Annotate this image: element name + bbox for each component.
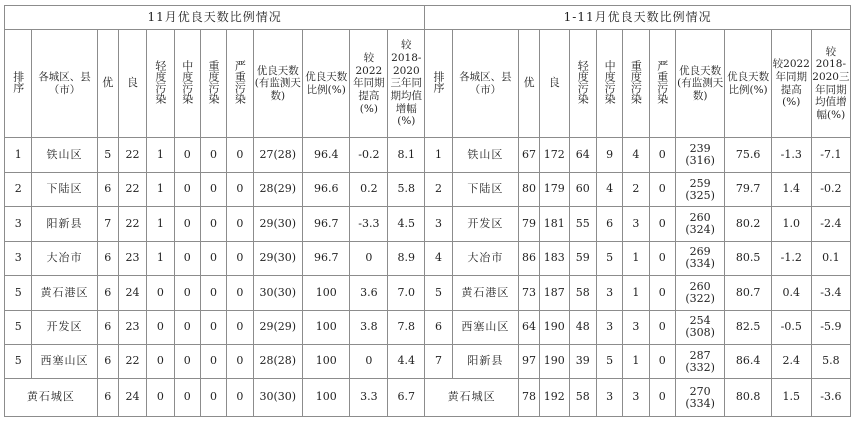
light-cell: 58 bbox=[569, 276, 596, 310]
vs3yr-cell: -3.4 bbox=[811, 276, 850, 310]
ratio-cell: 96.7 bbox=[303, 207, 350, 241]
good-cell: 23 bbox=[118, 310, 146, 344]
light-cell: 60 bbox=[569, 172, 596, 206]
rank-cell: 5 bbox=[5, 276, 32, 310]
excellent-cell: 73 bbox=[519, 276, 540, 310]
vs3yr-cell: 5.8 bbox=[811, 345, 850, 379]
days-cell: 28(28) bbox=[253, 345, 303, 379]
header-light-pollution: 轻度污染 bbox=[147, 29, 174, 137]
severe-cell: 0 bbox=[227, 310, 253, 344]
total-label: 黄石城区 bbox=[5, 379, 98, 417]
yoy-cell: 0 bbox=[350, 241, 388, 275]
yoy-cell: 1.0 bbox=[771, 207, 811, 241]
district-cell: 下陆区 bbox=[452, 172, 518, 206]
excellent-cell: 6 bbox=[97, 310, 118, 344]
good-cell: 22 bbox=[118, 172, 146, 206]
good-cell: 183 bbox=[540, 241, 569, 275]
good-cell: 23 bbox=[118, 241, 146, 275]
yoy-cell: 2.4 bbox=[771, 345, 811, 379]
header-rank: 排序 bbox=[425, 29, 452, 137]
excellent-cell: 5 bbox=[97, 138, 118, 172]
rank-cell: 5 bbox=[5, 345, 32, 379]
heavy-cell: 0 bbox=[200, 276, 226, 310]
severe-cell: 0 bbox=[649, 310, 675, 344]
vs3yr-cell: -3.6 bbox=[811, 379, 850, 417]
table-row bbox=[5, 172, 851, 206]
heavy-cell: 1 bbox=[623, 241, 649, 275]
column-header-row bbox=[5, 29, 851, 137]
severe-cell: 0 bbox=[649, 172, 675, 206]
ratio-cell: 75.6 bbox=[725, 138, 771, 172]
ratio-cell: 96.7 bbox=[303, 241, 350, 275]
excellent-cell: 86 bbox=[519, 241, 540, 275]
november-section-title: 11月优良天数比例情况 bbox=[5, 6, 425, 30]
jan-nov-section-title: 1-11月优良天数比例情况 bbox=[425, 6, 851, 30]
ratio-cell: 80.2 bbox=[725, 207, 771, 241]
vs3yr-cell: 8.9 bbox=[388, 241, 425, 275]
good-cell: 24 bbox=[118, 379, 146, 417]
yoy-cell: 3.3 bbox=[350, 379, 388, 417]
yoy-cell: 3.8 bbox=[350, 310, 388, 344]
rank-cell: 1 bbox=[5, 138, 32, 172]
light-cell: 1 bbox=[147, 241, 174, 275]
excellent-cell: 6 bbox=[97, 276, 118, 310]
excellent-cell: 6 bbox=[97, 172, 118, 206]
vs3yr-cell: 6.7 bbox=[388, 379, 425, 417]
ratio-cell: 100 bbox=[303, 379, 350, 417]
header-good-days: 优良天数(有监测天数) bbox=[675, 29, 725, 137]
severe-cell: 0 bbox=[227, 379, 253, 417]
moderate-cell: 3 bbox=[596, 310, 622, 344]
district-cell: 阳新县 bbox=[32, 207, 97, 241]
vs3yr-cell: 8.1 bbox=[388, 138, 425, 172]
days-cell: 254 (308) bbox=[675, 310, 725, 344]
yoy-cell: 1.4 bbox=[771, 172, 811, 206]
ratio-cell: 80.7 bbox=[725, 276, 771, 310]
heavy-cell: 0 bbox=[200, 138, 226, 172]
good-cell: 22 bbox=[118, 345, 146, 379]
excellent-cell: 67 bbox=[519, 138, 540, 172]
header-vs-3yr: 较2018-2020三年同期均值增幅(%) bbox=[811, 29, 850, 137]
table-row bbox=[5, 138, 851, 172]
vs3yr-cell: -2.4 bbox=[811, 207, 850, 241]
vs3yr-cell: 4.4 bbox=[388, 345, 425, 379]
moderate-cell: 0 bbox=[174, 241, 200, 275]
heavy-cell: 0 bbox=[200, 379, 226, 417]
district-cell: 铁山区 bbox=[32, 138, 97, 172]
moderate-cell: 0 bbox=[174, 345, 200, 379]
days-cell: 27(28) bbox=[253, 138, 303, 172]
excellent-cell: 80 bbox=[519, 172, 540, 206]
severe-cell: 0 bbox=[227, 276, 253, 310]
good-cell: 192 bbox=[540, 379, 569, 417]
severe-cell: 0 bbox=[649, 379, 675, 417]
header-good: 良 bbox=[540, 29, 569, 137]
severe-cell: 0 bbox=[227, 207, 253, 241]
days-cell: 260 (322) bbox=[675, 276, 725, 310]
heavy-cell: 0 bbox=[200, 172, 226, 206]
header-excellent: 优 bbox=[97, 29, 118, 137]
light-cell: 0 bbox=[147, 276, 174, 310]
yoy-cell: 0.4 bbox=[771, 276, 811, 310]
severe-cell: 0 bbox=[227, 138, 253, 172]
header-ratio: 优良天数比例(%) bbox=[725, 29, 771, 137]
ratio-cell: 96.6 bbox=[303, 172, 350, 206]
district-cell: 阳新县 bbox=[452, 345, 518, 379]
days-cell: 29(29) bbox=[253, 310, 303, 344]
moderate-cell: 5 bbox=[596, 241, 622, 275]
yoy-cell: -3.3 bbox=[350, 207, 388, 241]
yoy-cell: 1.5 bbox=[771, 379, 811, 417]
light-cell: 55 bbox=[569, 207, 596, 241]
heavy-cell: 0 bbox=[200, 241, 226, 275]
table-row bbox=[5, 241, 851, 275]
severe-cell: 0 bbox=[649, 345, 675, 379]
days-cell: 270 (334) bbox=[675, 379, 725, 417]
good-cell: 181 bbox=[540, 207, 569, 241]
vs3yr-cell: -7.1 bbox=[811, 138, 850, 172]
vs3yr-cell: 7.0 bbox=[388, 276, 425, 310]
header-ratio: 优良天数比例(%) bbox=[303, 29, 350, 137]
ratio-cell: 82.5 bbox=[725, 310, 771, 344]
days-cell: 30(30) bbox=[253, 379, 303, 417]
excellent-cell: 6 bbox=[97, 379, 118, 417]
rank-cell: 2 bbox=[5, 172, 32, 206]
rank-cell: 6 bbox=[425, 310, 452, 344]
yoy-cell: 0 bbox=[350, 345, 388, 379]
moderate-cell: 9 bbox=[596, 138, 622, 172]
header-severe-pollution: 严重污染 bbox=[649, 29, 675, 137]
light-cell: 1 bbox=[147, 172, 174, 206]
header-yoy: 较2022年同期提高(%) bbox=[771, 29, 811, 137]
good-cell: 187 bbox=[540, 276, 569, 310]
excellent-cell: 79 bbox=[519, 207, 540, 241]
moderate-cell: 0 bbox=[174, 276, 200, 310]
good-cell: 22 bbox=[118, 138, 146, 172]
header-rank: 排序 bbox=[5, 29, 32, 137]
severe-cell: 0 bbox=[227, 345, 253, 379]
days-cell: 269 (334) bbox=[675, 241, 725, 275]
severe-cell: 0 bbox=[649, 276, 675, 310]
heavy-cell: 3 bbox=[623, 379, 649, 417]
header-district: 各城区、县（市） bbox=[452, 29, 518, 137]
district-cell: 黄石港区 bbox=[452, 276, 518, 310]
days-cell: 239 (316) bbox=[675, 138, 725, 172]
light-cell: 64 bbox=[569, 138, 596, 172]
moderate-cell: 3 bbox=[596, 276, 622, 310]
excellent-cell: 6 bbox=[97, 241, 118, 275]
header-moderate-pollution: 中度污染 bbox=[596, 29, 622, 137]
excellent-cell: 97 bbox=[519, 345, 540, 379]
days-cell: 30(30) bbox=[253, 276, 303, 310]
light-cell: 0 bbox=[147, 379, 174, 417]
light-cell: 1 bbox=[147, 207, 174, 241]
header-heavy-pollution: 重度污染 bbox=[623, 29, 649, 137]
rank-cell: 1 bbox=[425, 138, 452, 172]
rank-cell: 7 bbox=[425, 345, 452, 379]
light-cell: 59 bbox=[569, 241, 596, 275]
header-vs-3yr: 较2018-2020三年同期均值增幅(%) bbox=[388, 29, 425, 137]
days-cell: 287 (332) bbox=[675, 345, 725, 379]
good-cell: 190 bbox=[540, 310, 569, 344]
excellent-cell: 6 bbox=[97, 345, 118, 379]
severe-cell: 0 bbox=[227, 241, 253, 275]
vs3yr-cell: 0.1 bbox=[811, 241, 850, 275]
heavy-cell: 0 bbox=[200, 207, 226, 241]
moderate-cell: 3 bbox=[596, 379, 622, 417]
district-cell: 铁山区 bbox=[452, 138, 518, 172]
good-cell: 22 bbox=[118, 207, 146, 241]
moderate-cell: 5 bbox=[596, 345, 622, 379]
good-cell: 24 bbox=[118, 276, 146, 310]
severe-cell: 0 bbox=[649, 207, 675, 241]
header-light-pollution: 轻度污染 bbox=[569, 29, 596, 137]
moderate-cell: 0 bbox=[174, 310, 200, 344]
total-label: 黄石城区 bbox=[425, 379, 519, 417]
heavy-cell: 0 bbox=[200, 345, 226, 379]
light-cell: 58 bbox=[569, 379, 596, 417]
vs3yr-cell: 7.8 bbox=[388, 310, 425, 344]
rank-cell: 3 bbox=[5, 207, 32, 241]
rank-cell: 3 bbox=[5, 241, 32, 275]
moderate-cell: 6 bbox=[596, 207, 622, 241]
days-cell: 259 (325) bbox=[675, 172, 725, 206]
heavy-cell: 2 bbox=[623, 172, 649, 206]
severe-cell: 0 bbox=[227, 172, 253, 206]
good-cell: 172 bbox=[540, 138, 569, 172]
yoy-cell: 3.6 bbox=[350, 276, 388, 310]
yoy-cell: -0.5 bbox=[771, 310, 811, 344]
days-cell: 29(30) bbox=[253, 241, 303, 275]
header-yoy: 较2022年同期提高(%) bbox=[350, 29, 388, 137]
days-cell: 29(30) bbox=[253, 207, 303, 241]
ratio-cell: 86.4 bbox=[725, 345, 771, 379]
vs3yr-cell: 5.8 bbox=[388, 172, 425, 206]
header-good: 良 bbox=[118, 29, 146, 137]
light-cell: 48 bbox=[569, 310, 596, 344]
light-cell: 1 bbox=[147, 138, 174, 172]
table-row bbox=[5, 345, 851, 379]
header-heavy-pollution: 重度污染 bbox=[200, 29, 226, 137]
header-good-days: 优良天数(有监测天数) bbox=[253, 29, 303, 137]
rank-cell: 5 bbox=[5, 310, 32, 344]
yoy-cell: -1.2 bbox=[771, 241, 811, 275]
vs3yr-cell: -0.2 bbox=[811, 172, 850, 206]
rank-cell: 5 bbox=[425, 276, 452, 310]
yoy-cell: 0.2 bbox=[350, 172, 388, 206]
severe-cell: 0 bbox=[649, 241, 675, 275]
table-row bbox=[5, 310, 851, 344]
days-cell: 260 (324) bbox=[675, 207, 725, 241]
excellent-cell: 64 bbox=[519, 310, 540, 344]
header-excellent: 优 bbox=[519, 29, 540, 137]
heavy-cell: 3 bbox=[623, 310, 649, 344]
district-cell: 西塞山区 bbox=[32, 345, 97, 379]
table-row bbox=[5, 276, 851, 310]
district-cell: 黄石港区 bbox=[32, 276, 97, 310]
heavy-cell: 0 bbox=[200, 310, 226, 344]
ratio-cell: 80.8 bbox=[725, 379, 771, 417]
vs3yr-cell: -5.9 bbox=[811, 310, 850, 344]
table-row bbox=[5, 207, 851, 241]
excellent-cell: 78 bbox=[519, 379, 540, 417]
header-severe-pollution: 严重污染 bbox=[227, 29, 253, 137]
moderate-cell: 0 bbox=[174, 172, 200, 206]
district-cell: 西塞山区 bbox=[452, 310, 518, 344]
days-cell: 28(29) bbox=[253, 172, 303, 206]
good-cell: 179 bbox=[540, 172, 569, 206]
moderate-cell: 0 bbox=[174, 379, 200, 417]
moderate-cell: 0 bbox=[174, 207, 200, 241]
heavy-cell: 3 bbox=[623, 207, 649, 241]
yoy-cell: -1.3 bbox=[771, 138, 811, 172]
ratio-cell: 80.5 bbox=[725, 241, 771, 275]
air-quality-table bbox=[4, 5, 851, 417]
district-cell: 大冶市 bbox=[32, 241, 97, 275]
rank-cell: 2 bbox=[425, 172, 452, 206]
good-cell: 190 bbox=[540, 345, 569, 379]
yoy-cell: -0.2 bbox=[350, 138, 388, 172]
district-cell: 大冶市 bbox=[452, 241, 518, 275]
light-cell: 0 bbox=[147, 345, 174, 379]
district-cell: 开发区 bbox=[452, 207, 518, 241]
excellent-cell: 7 bbox=[97, 207, 118, 241]
header-moderate-pollution: 中度污染 bbox=[174, 29, 200, 137]
heavy-cell: 4 bbox=[623, 138, 649, 172]
ratio-cell: 100 bbox=[303, 310, 350, 344]
district-cell: 下陆区 bbox=[32, 172, 97, 206]
severe-cell: 0 bbox=[649, 138, 675, 172]
moderate-cell: 4 bbox=[596, 172, 622, 206]
rank-cell: 3 bbox=[425, 207, 452, 241]
total-row bbox=[5, 379, 851, 417]
district-cell: 开发区 bbox=[32, 310, 97, 344]
ratio-cell: 79.7 bbox=[725, 172, 771, 206]
rank-cell: 4 bbox=[425, 241, 452, 275]
heavy-cell: 1 bbox=[623, 276, 649, 310]
light-cell: 39 bbox=[569, 345, 596, 379]
ratio-cell: 100 bbox=[303, 345, 350, 379]
light-cell: 0 bbox=[147, 310, 174, 344]
heavy-cell: 1 bbox=[623, 345, 649, 379]
ratio-cell: 96.4 bbox=[303, 138, 350, 172]
vs3yr-cell: 4.5 bbox=[388, 207, 425, 241]
moderate-cell: 0 bbox=[174, 138, 200, 172]
ratio-cell: 100 bbox=[303, 276, 350, 310]
header-district: 各城区、县（市） bbox=[32, 29, 97, 137]
